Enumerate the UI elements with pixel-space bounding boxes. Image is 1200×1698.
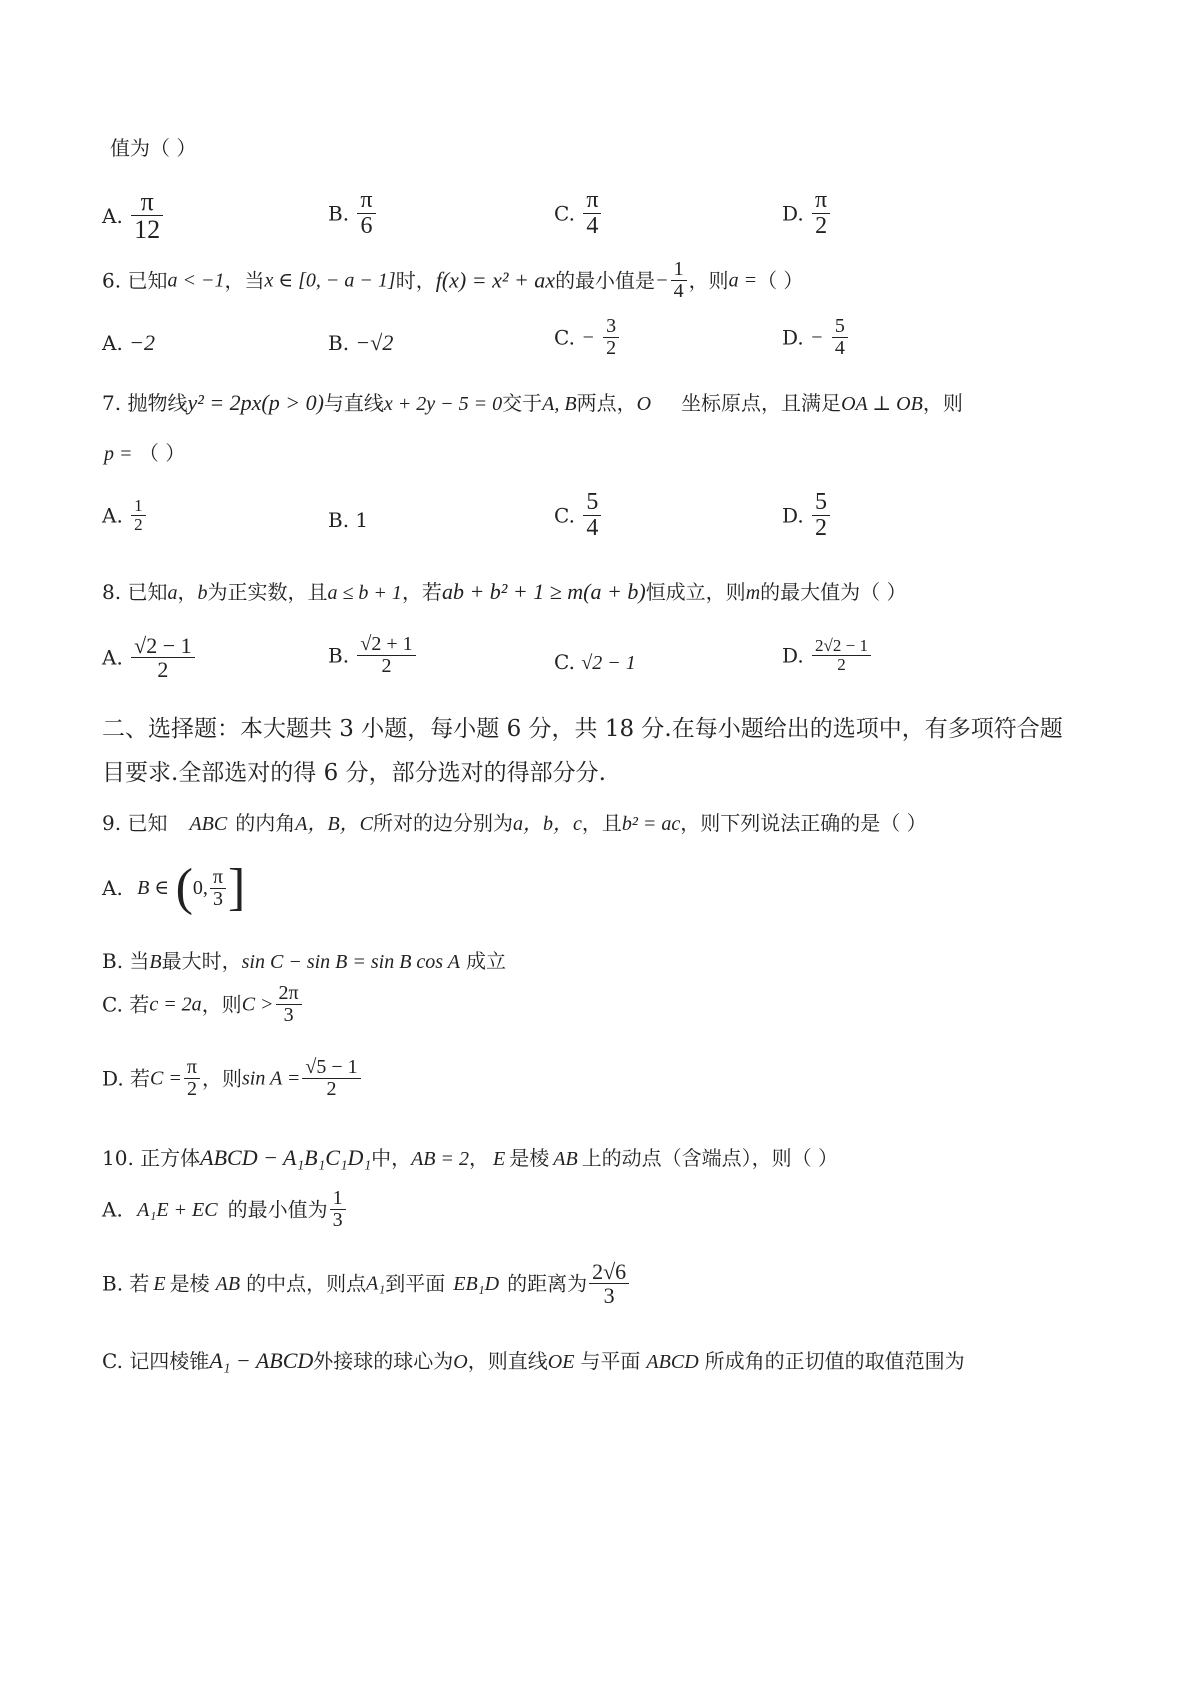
q10-text-5: 上的动点（含端点），则（ ） xyxy=(581,1146,839,1170)
q8-option-d xyxy=(782,637,873,674)
q7-option-c-fraction xyxy=(583,490,601,541)
q6-option-d-num: 5 xyxy=(832,316,848,338)
q9-option-d-den-2: 2 xyxy=(326,1078,337,1100)
q5-option-a-den: 12 xyxy=(134,215,161,245)
q5-option-a-num: π xyxy=(131,188,163,216)
q9-option-d-num-2: √5 − 1 xyxy=(302,1057,360,1079)
q9-option-a-fraction xyxy=(210,867,226,910)
q6-option-d-den: 4 xyxy=(834,337,845,359)
q9-text-5: ，则下列说法正确的是（ ） xyxy=(680,811,927,835)
q8-math-5: m xyxy=(745,582,761,604)
q9-option-a-label: A. xyxy=(102,876,123,900)
q8-option-d-num: 2√2 − 1 xyxy=(812,637,871,656)
q6-option-d-label: D. xyxy=(782,325,804,350)
q10-math-4: AB xyxy=(553,1148,578,1170)
q8-option-b-label: B. xyxy=(328,643,350,668)
q6-math-1: a < −1 xyxy=(167,269,225,292)
q9-option-b-text-3: 成立 xyxy=(465,949,506,973)
q9-option-c xyxy=(102,983,304,1026)
q6-option-a-value: −2 xyxy=(129,330,156,355)
q8-math-4: ab + b² + 1 ≥ m(a + b) xyxy=(441,579,646,604)
q8-option-a-num: √2 − 1 xyxy=(131,634,194,658)
section-2-heading-line-2 xyxy=(102,762,606,785)
q7-line2-text: （ ） xyxy=(138,441,186,465)
q8-option-b-num: √2 + 1 xyxy=(357,634,415,656)
q9-text-3: 所对的边分别为 xyxy=(373,811,514,835)
q9-option-d-text-1: 若 xyxy=(130,1066,151,1091)
q7-option-b xyxy=(328,510,368,530)
q5-option-a-label: A. xyxy=(102,203,123,228)
q5-option-c-fraction xyxy=(583,188,601,239)
q8-math-2: b xyxy=(197,582,208,604)
q6-fraction xyxy=(671,259,687,302)
q9-option-c-math-2: C > xyxy=(241,993,274,1016)
q10-math-1: ABCD − A₁B₁C₁D₁ xyxy=(200,1145,372,1170)
q8-option-c xyxy=(554,652,636,673)
q6-text-1: 已知 xyxy=(127,268,168,293)
q10-option-a-text: 的最小值为 xyxy=(227,1197,328,1222)
section-2-heading-line-1 xyxy=(102,718,1063,741)
q10-option-b xyxy=(102,1260,631,1307)
q6-option-a-label: A. xyxy=(102,331,123,355)
q8-option-c-label: C. xyxy=(554,650,575,674)
q9-option-d xyxy=(102,1057,363,1100)
q6-text-3: 时， xyxy=(395,268,436,293)
q9-option-b-text-1: 当 xyxy=(129,949,150,973)
q7-text-6: ，则 xyxy=(922,391,963,415)
q5-option-c-den: 4 xyxy=(586,213,599,240)
q5-option-d-label: D. xyxy=(782,201,804,226)
q10-option-b-text-5: 的距离为 xyxy=(507,1271,588,1296)
q8-option-a-fraction xyxy=(131,634,194,681)
q6-text-6: （ ） xyxy=(757,268,804,293)
q6-option-c-fraction xyxy=(603,316,619,359)
q10-option-b-text-2: 是棱 xyxy=(169,1271,210,1296)
q9-option-a-num: π xyxy=(210,867,226,889)
q6-text-5: ，则 xyxy=(688,268,729,293)
q8-math-3: a ≤ b + 1 xyxy=(327,582,402,604)
q5-option-d xyxy=(782,188,832,239)
q10-text-3: ， xyxy=(469,1146,490,1170)
q9-option-c-text-1: 若 xyxy=(129,992,150,1017)
q7-option-c-den: 4 xyxy=(586,515,599,542)
q10-option-b-label: B. xyxy=(102,1271,124,1296)
q8-option-b xyxy=(328,634,418,677)
q8-option-b-den: 2 xyxy=(381,655,392,677)
q8-option-a xyxy=(102,634,197,681)
q5-option-d-fraction xyxy=(812,188,830,239)
q8-option-d-label: D. xyxy=(782,643,804,668)
q10-option-c-text-2: 外接球的球心为 xyxy=(313,1349,454,1373)
q9-option-b-math-1: B xyxy=(149,951,162,973)
q9-option-c-label: C. xyxy=(102,992,123,1017)
q6-option-d-fraction xyxy=(832,316,848,359)
q5-option-a xyxy=(102,188,165,244)
q8-text-6: 的最大值为（ ） xyxy=(760,580,907,604)
q9-option-a-right-bracket: ] xyxy=(228,859,246,916)
q8-number: 8. xyxy=(102,580,122,604)
q9-option-d-text-2: ，则 xyxy=(202,1066,242,1091)
q10-option-c-math-3: OE xyxy=(547,1351,575,1373)
q10-option-b-math-4: EB₁D xyxy=(453,1272,500,1295)
q10-option-c-math-4: ABCD xyxy=(646,1351,699,1373)
q9-option-b-math-2: sin C − sin B = sin B cos A xyxy=(241,951,460,973)
q7-option-a-fraction xyxy=(131,497,146,534)
q10-option-c-math-1: A₁ − ABCD xyxy=(209,1348,314,1373)
q7-option-d-fraction xyxy=(812,490,830,541)
q7-text-2: 与直线 xyxy=(323,391,384,415)
q8-math-1: a xyxy=(167,582,178,604)
q10-option-c-text-4: 与平面 xyxy=(580,1349,641,1373)
q8-text-3: 为正实数，且 xyxy=(207,580,328,604)
q10-text-1: 正方体 xyxy=(140,1146,201,1170)
q10-stem xyxy=(102,1147,838,1169)
q8-text-5: 恒成立，则 xyxy=(645,580,746,604)
q10-option-a-label: A. xyxy=(102,1197,123,1222)
q10-option-a xyxy=(102,1188,348,1231)
section-2-line-2-text: 目要求.全部选对的得 6 分，部分选对的得部分分. xyxy=(102,760,606,786)
q9-option-d-math-1: C = xyxy=(150,1067,182,1090)
q10-math-2: AB = 2 xyxy=(411,1148,470,1170)
q9-option-c-math-1: c = 2a xyxy=(149,993,202,1016)
q7-option-c-label: C. xyxy=(554,503,575,528)
q9-text-1: 已知 xyxy=(127,811,168,835)
q10-option-b-text-4: 到平面 xyxy=(385,1271,446,1296)
q9-option-d-num-1: π xyxy=(184,1057,200,1079)
q7-option-d-num: 5 xyxy=(812,490,830,516)
section-2-line-1-text: 二、选择题：本大题共 3 小题，每小题 6 分，共 18 分.在每小题给出的选项中，有多项符合题 xyxy=(102,716,1063,742)
q5-option-c-num: π xyxy=(583,188,601,214)
q8-option-d-fraction xyxy=(812,637,871,674)
q7-option-b-value: 1 xyxy=(355,508,369,532)
q7-text-5: 坐标原点，且满足 xyxy=(681,391,842,415)
q9-text-2: 的内角 xyxy=(235,811,296,835)
q9-option-d-label: D. xyxy=(102,1066,124,1091)
q7-stem-line-2 xyxy=(104,443,185,464)
q5-option-b-label: B. xyxy=(328,201,350,226)
q5-option-b-den: 6 xyxy=(360,213,373,240)
q7-option-a xyxy=(102,497,148,534)
q6-option-b-label: B. xyxy=(328,331,350,355)
q6-option-b-value: −√2 xyxy=(355,330,394,355)
q10-option-b-math-1: E xyxy=(153,1272,166,1295)
q7-math-4: O xyxy=(636,393,652,415)
q9-option-d-fraction-2 xyxy=(302,1057,360,1100)
q9-option-c-fraction xyxy=(276,983,302,1026)
q7-text-4: 两点， xyxy=(576,391,637,415)
q5-option-c xyxy=(554,188,603,239)
q10-option-c-text-3: ，则直线 xyxy=(467,1349,548,1373)
q10-option-b-text-1: 若 xyxy=(129,1271,150,1296)
q9-option-c-den: 3 xyxy=(283,1004,294,1026)
q9-stem xyxy=(102,813,927,834)
q6-minus: − xyxy=(655,269,669,292)
q7-option-c xyxy=(554,490,603,541)
q9-option-c-text-2: ，则 xyxy=(201,992,242,1017)
q8-option-b-fraction xyxy=(357,634,415,677)
q6-text-4: 的最小值是 xyxy=(555,268,656,293)
q6-stem xyxy=(102,259,803,302)
q9-number: 9. xyxy=(102,811,122,835)
q9-math-3: a，b，c xyxy=(513,813,582,835)
q5-option-d-den: 2 xyxy=(815,213,828,240)
q5-tail-text: 值为（ ） xyxy=(110,136,197,160)
q8-stem xyxy=(102,581,907,603)
q6-frac-den: 4 xyxy=(673,280,684,302)
q10-option-b-math-2: AB xyxy=(215,1272,241,1295)
q7-option-a-label: A. xyxy=(102,503,123,528)
q8-option-c-value: √2 − 1 xyxy=(581,652,636,674)
q10-option-c-text-1: 记四棱锥 xyxy=(129,1349,210,1373)
q10-option-b-math-3: A₁ xyxy=(366,1272,386,1295)
q9-option-b-text-2: 最大时， xyxy=(161,949,242,973)
q7-option-a-num: 1 xyxy=(131,497,146,516)
q9-option-a-zero: 0, xyxy=(192,877,208,899)
q6-math-4: a = xyxy=(728,269,758,292)
q7-option-a-den: 2 xyxy=(134,514,143,534)
q8-option-a-den: 2 xyxy=(157,657,169,683)
q9-math-1: ABC xyxy=(189,813,228,835)
q7-line2-math: p = xyxy=(104,443,133,465)
q9-option-d-den-1: 2 xyxy=(186,1078,197,1100)
q9-option-a-left-bracket: ( xyxy=(175,859,193,916)
q6-option-c-den: 2 xyxy=(606,337,617,359)
q5-option-b xyxy=(328,188,378,239)
q10-option-a-math: A₁E + EC xyxy=(137,1198,218,1221)
q7-option-b-label: B. xyxy=(328,508,350,532)
q6-option-c-label: C. xyxy=(554,325,575,350)
q10-option-b-text-3: 的中点，则点 xyxy=(246,1271,367,1296)
q10-option-b-num: 2√6 xyxy=(589,1260,629,1284)
q6-option-d-sign: − xyxy=(810,326,824,349)
q8-option-d-den: 2 xyxy=(837,654,846,674)
q7-option-d-den: 2 xyxy=(815,515,828,542)
q7-math-3: A, B xyxy=(542,393,577,415)
q6-math-2: x ∈ [0, − a − 1] xyxy=(264,269,396,292)
q5-option-a-fraction xyxy=(131,188,163,244)
q7-text-1: 抛物线 xyxy=(127,391,188,415)
q6-option-c-num: 3 xyxy=(603,316,619,338)
q10-option-a-fraction xyxy=(330,1188,346,1231)
q10-option-b-fraction xyxy=(589,1260,629,1307)
q8-text-2: ， xyxy=(177,580,198,604)
q8-text-1: 已知 xyxy=(127,580,168,604)
q10-option-c-text-5: 所成角的正切值的取值范围为 xyxy=(704,1349,965,1373)
q7-math-1: y² = 2px(p > 0) xyxy=(187,390,324,415)
q6-frac-num: 1 xyxy=(671,259,687,281)
q7-math-2: x + 2y − 5 = 0 xyxy=(383,393,503,415)
q7-option-c-num: 5 xyxy=(583,490,601,516)
q7-text-3: 交于 xyxy=(502,391,543,415)
q9-math-2: A，B，C xyxy=(295,813,374,835)
q5-option-b-num: π xyxy=(357,188,375,214)
q9-option-a-math: B ∈ xyxy=(137,877,170,899)
q10-option-a-den: 3 xyxy=(332,1209,343,1231)
q5-option-b-fraction xyxy=(357,188,375,239)
q5-option-c-label: C. xyxy=(554,201,575,226)
q9-option-d-math-2: sin A = xyxy=(242,1067,301,1090)
q6-number: 6. xyxy=(102,268,122,293)
q9-text-4: ，且 xyxy=(581,811,622,835)
q10-text-4: 是棱 xyxy=(509,1146,550,1170)
q10-option-c-math-2: O xyxy=(453,1351,468,1373)
q6-option-a xyxy=(102,332,155,354)
q9-option-a xyxy=(102,859,246,916)
q6-option-c-sign: − xyxy=(581,326,595,349)
q6-option-d xyxy=(782,316,850,359)
q9-option-b-label: B. xyxy=(102,949,124,973)
q10-option-b-den: 3 xyxy=(603,1283,615,1309)
q6-math-3: f(x) = x² + ax xyxy=(435,267,556,293)
q5-tail xyxy=(110,138,196,158)
q10-option-a-num: 1 xyxy=(330,1188,346,1210)
q6-option-c xyxy=(554,316,621,359)
q8-option-a-label: A. xyxy=(102,645,123,670)
q5-option-d-num: π xyxy=(812,188,830,214)
q9-math-4: b² = ac xyxy=(621,813,681,835)
q9-option-b xyxy=(102,951,506,972)
q7-math-5: OA ⊥ OB xyxy=(841,393,923,415)
q7-stem-line-1 xyxy=(102,392,963,414)
q8-text-4: ，若 xyxy=(401,580,442,604)
q7-number: 7. xyxy=(102,391,122,415)
q10-math-3: E xyxy=(493,1148,506,1170)
q10-option-c-label: C. xyxy=(102,1349,123,1373)
q6-option-b xyxy=(328,332,393,354)
q9-option-a-den: 3 xyxy=(212,887,223,910)
q7-option-d xyxy=(782,490,832,541)
q10-text-2: 中， xyxy=(371,1146,412,1170)
q9-option-d-fraction-1 xyxy=(184,1057,200,1100)
q6-text-2: ，当 xyxy=(224,268,265,293)
q9-option-c-num: 2π xyxy=(276,983,302,1005)
q10-option-c xyxy=(102,1350,965,1372)
q7-option-d-label: D. xyxy=(782,503,804,528)
q10-number: 10. xyxy=(102,1146,134,1170)
